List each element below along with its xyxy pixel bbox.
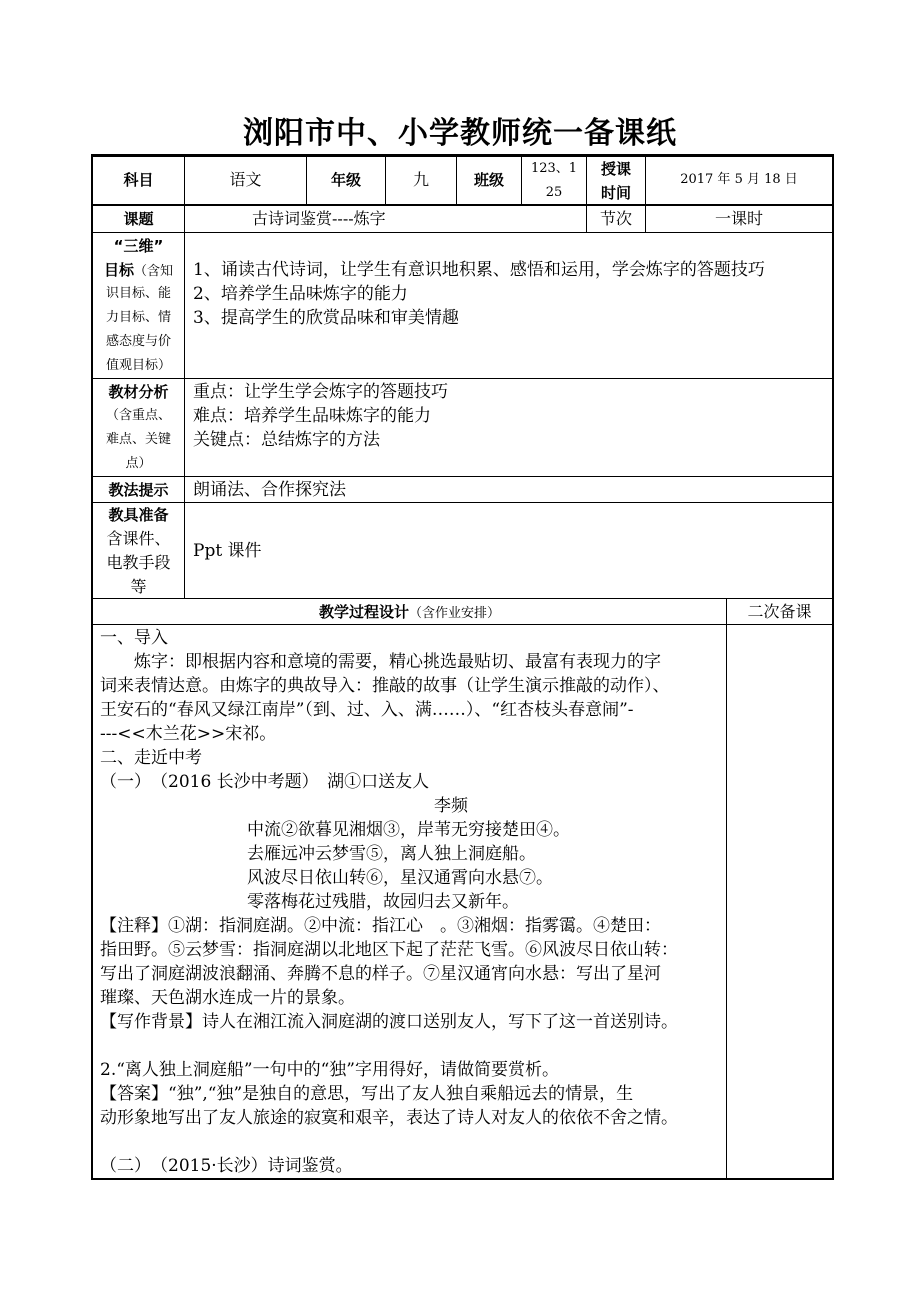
method-label: 教法提示 [108, 481, 169, 499]
goal-item: 1、诵读古代诗词，让学生有意识地积累、感悟和运用，学会炼字的答题技巧 [193, 260, 765, 280]
process-line: 一、导入 [100, 628, 168, 648]
goal-item: 3、提高学生的欣赏品味和审美情趣 [193, 308, 459, 328]
process-line: 动形象地写出了友人旅途的寂寞和艰辛，表达了诗人对友人的依依不舍之情。 [100, 1108, 678, 1128]
process-line: 2.“离人独上洞庭船”一句中的“独”字用得好，请做简要赏析。 [100, 1060, 559, 1080]
date-value: 2017 年 5 月 18 日 [680, 172, 798, 187]
process-line: 璀璨、天色湖水连成一片的景象。 [100, 988, 355, 1008]
grade-value: 九 [412, 170, 429, 189]
process-line: 【注释】①湖：指洞庭湖。②中流：指江心 。③湘烟：指雾霭。④楚田： [100, 916, 661, 936]
analysis-item: 关键点：总结炼字的方法 [193, 430, 380, 450]
goal-item: 2、培养学生品味炼字的能力 [193, 284, 408, 304]
process-line: 指田野。⑤云梦雪：指洞庭湖以北地区下起了茫茫飞雪。⑥风波尽日依山转： [100, 940, 678, 960]
process-line: 【答案】“独”,“独”是独自的意思，写出了友人独自乘船远去的情景，生 [100, 1084, 634, 1104]
process-heading: 教学过程设计（含作业安排） [318, 603, 501, 621]
process-line: （一） （2016 长沙中考题） 湖①口送友人 [100, 772, 430, 792]
second-prep-label: 二次备课 [747, 602, 812, 621]
process-line: 词来表情达意。由炼字的典故导入：推敲的故事（让学生演示推敲的动作）、 [100, 676, 670, 696]
process-line: 王安石的“春风又绿江南岸”（到、过、入、满……）、“红杏枝头春意闹”- [100, 700, 634, 720]
grade-label: 年级 [330, 171, 361, 189]
page-title: 浏阳市中、小学教师统一备课纸 [243, 116, 677, 151]
process-line: （二） （2015·长沙）诗词鉴赏。 [100, 1156, 353, 1176]
analysis-item: 难点：培养学生品味炼字的能力 [193, 406, 431, 426]
process-line: ---<<木兰花>>宋祁。 [100, 724, 277, 744]
period-value: 一课时 [714, 209, 763, 228]
process-line: 炼字：即根据内容和意境的需要，精心挑选最贴切、最富有表现力的字 [100, 652, 661, 672]
analysis-item: 重点：让学生学会炼字的答题技巧 [193, 382, 448, 402]
date-label-2: 时间 [600, 184, 631, 202]
class-label: 班级 [473, 171, 504, 189]
process-line: 去雁远冲云梦雪⑤，离人独上洞庭船。 [247, 844, 536, 864]
class-value-1: 123、1 [530, 161, 578, 176]
tools-value: Ppt 课件 [193, 541, 262, 561]
process-line: 二、走近中考 [100, 748, 202, 768]
process-line: 写出了洞庭湖波浪翻涌、奔腾不息的样子。⑦星汉通宵向水悬：写出了星河 [100, 964, 661, 984]
date-label-1: 授课 [600, 160, 631, 178]
process-line: 【写作背景】诗人在湘江流入洞庭湖的渡口送别友人，写下了这一首送别诗。 [100, 1012, 678, 1032]
topic-label: 课题 [123, 210, 154, 228]
process-line: 风波尽日依山转⑥，星汉通霄向水悬⑦。 [247, 868, 553, 888]
subject-value: 语文 [229, 170, 262, 189]
method-value: 朗诵法、合作探究法 [193, 480, 346, 500]
class-value-2: 25 [545, 185, 563, 200]
period-label: 节次 [599, 209, 632, 228]
subject-label: 科目 [123, 171, 154, 189]
process-line: 李频 [434, 796, 468, 816]
process-line: 中流②欲暮见湘烟③，岸苇无穷接楚田④。 [247, 820, 570, 840]
topic-value: 古诗词鉴赏----炼字 [252, 209, 386, 228]
process-line: 零落梅花过残腊，故园归去又新年。 [247, 892, 519, 912]
